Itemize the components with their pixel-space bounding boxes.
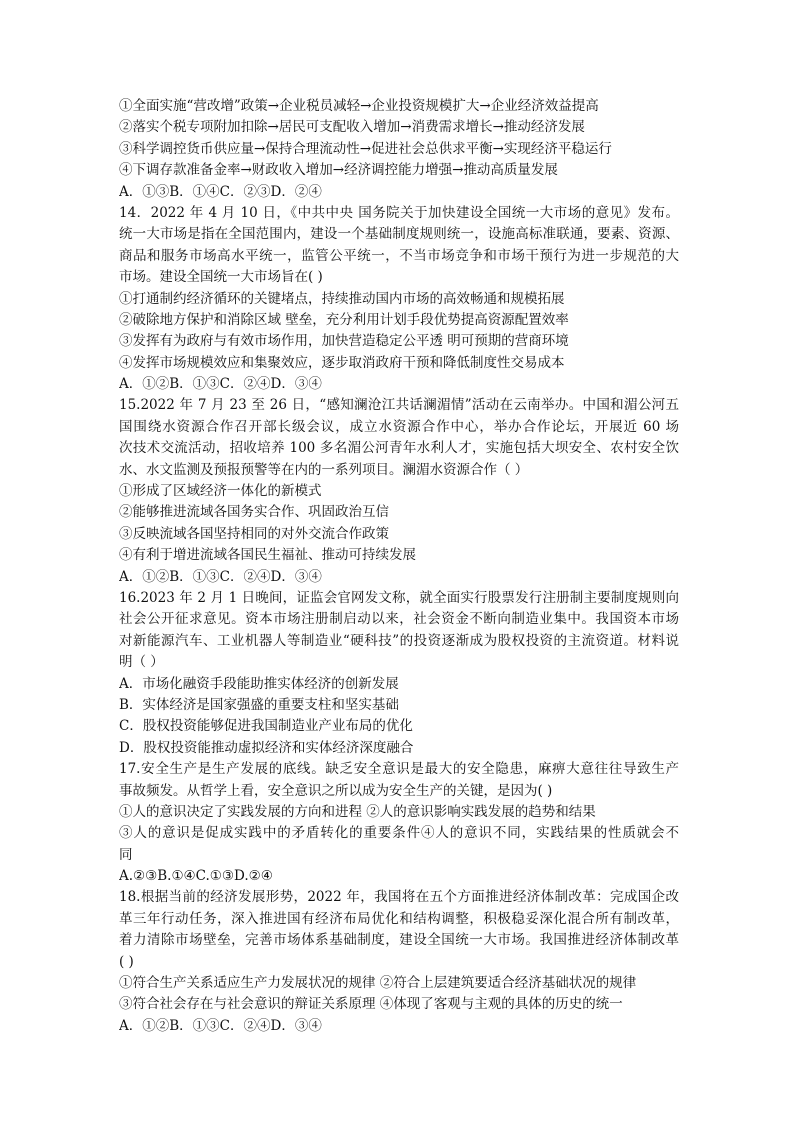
q17-item-2: ③人的意识是促成实践中的矛盾转化的重要条件④人的意识不同，实践结果的性质就会不 — [119, 825, 679, 842]
q16-stem-line-1: 16.2023 年 2 月 1 日晚间，证监会官网发文称，就全面实行股票发行注册制主要制度规则向 — [119, 589, 679, 606]
q16-choice-c: C．股权投资能够促进我国制造业产业布局的优化 — [119, 718, 413, 735]
q14-stem-line-1: 14．2022 年 4 月 10 日，《中共中央 国务院关于加快建设全国统一大市场的意见》发布。 — [119, 204, 679, 221]
q18-item-1: ①符合生产关系适应生产力发展状况的规律 ②符合上层建筑要适合经济基础状况的规律 — [119, 975, 637, 992]
q14-stem-line-3: 商品和服务市场高水平统一，监管公平统一，不当市场竞争和市场干预行为进一步规范的大 — [119, 247, 679, 264]
q17-options: A.②③B.①④C.①③D.②④ — [119, 868, 273, 885]
q16-stem-line-2: 社会公开征求意见。资本市场注册制启动以来，社会资金不断向制造业集中。我国资本市场 — [119, 611, 679, 628]
q18-stem-line-4: ( ) — [119, 953, 134, 970]
q18-item-2: ③符合社会存在与社会意识的辩证关系原理 ④体现了客观与主观的具体的历史的统一 — [119, 996, 623, 1013]
q14-item-1: ①打通制约经济循环的关键堵点，持续推动国内市场的高效畅通和规模拓展 — [119, 290, 565, 307]
q13-item-3: ③科学调控货币供应量→保持合理流动性→促进社会总供求平衡→实现经济平稳运行 — [119, 140, 612, 157]
q18-options: A．①②B．①③C．②④D．③④ — [119, 1017, 322, 1034]
q18-stem-line-1: 18.根据当前的经济发展形势，2022 年，我国将在五个方面推进经济体制改革：完成国企改 — [119, 889, 679, 906]
q15-item-3: ③反映流域各国坚持相同的对外交流合作政策 — [119, 525, 389, 542]
q17-item-2-cont: 同 — [119, 846, 133, 863]
q18-stem-line-3: 着力清除市场壁垒，完善市场体系基础制度，建设全国统一大市场。我国推进经济体制改革 — [119, 932, 679, 949]
q15-stem-line-1: 15.2022 年 7 月 23 至 26 日，“感知澜沧江共话澜湄情”活动在云南举办。中国和湄公河五 — [119, 397, 679, 414]
q13-item-2: ②落实个税专项附加扣除→居民可支配收入增加→消费需求增长→推动经济发展 — [119, 119, 585, 136]
q14-options: A．①②B．①③C．②④D．③④ — [119, 376, 322, 393]
q17-stem-line-1: 17.安全生产是生产发展的底线。缺乏安全意识是最大的安全隐患，麻痹大意往往导致生产 — [119, 761, 679, 778]
q13-item-4: ④下调存款准备金率→财政收入增加→经济调控能力增强→推动高质量发展 — [119, 162, 558, 179]
q16-choice-d: D．股权投资能推动虚拟经济和实体经济深度融合 — [119, 739, 414, 756]
q13-options: A．①③B．①④C．②③D．②④ — [119, 183, 322, 200]
q16-stem-line-4: 明（ ） — [119, 654, 164, 671]
q14-item-3: ③发挥有为政府与有效市场作用，加快营造稳定公平透 明可预期的营商环境 — [119, 333, 569, 350]
q17-item-1: ①人的意识决定了实践发展的方向和进程 ②人的意识影响实践发展的趋势和结果 — [119, 803, 596, 820]
q15-item-4: ④有利于增进流域各国民生福祉、推动可持续发展 — [119, 547, 416, 564]
q15-stem-line-2: 国围绕水资源合作召开部长级会议，成立水资源合作中心，举办合作论坛，开展近 60 场 — [119, 418, 679, 435]
q16-choice-b: B．实体经济是国家强盛的重要支柱和坚实基础 — [119, 696, 399, 713]
q14-stem-line-4: 市场。建设全国统一大市场旨在( ) — [119, 269, 323, 286]
q14-item-4: ④发挥市场规模效应和集聚效应，逐步取消政府干预和降低制度性交易成本 — [119, 354, 565, 371]
q14-stem-line-2: 统一大市场是指在全国范围内，建设一个基础制度规则统一，设施高标准联通，要素、资源、 — [119, 226, 679, 243]
q15-item-2: ②能够推进流域各国务实合作、巩固政治互信 — [119, 504, 389, 521]
q17-stem-line-2: 事故频发。从哲学上看，安全意识之所以成为安全生产的关键，是因为( ) — [119, 782, 553, 799]
exam-content — [119, 96, 679, 1037]
q15-options: A．①②B．①③C．②④D．③④ — [119, 568, 322, 585]
q16-choice-a: A．市场化融资手段能助推实体经济的创新发展 — [119, 675, 399, 692]
q14-item-2: ②破除地方保护和消除区域 壁垒，充分利用计划手段优势提高资源配置效率 — [119, 311, 569, 328]
q15-item-1: ①形成了区域经济一体化的新模式 — [119, 483, 322, 500]
q18-stem-line-2: 革三年行动任务，深入推进国有经济布局优化和结构调整，积极稳妥深化混合所有制改革， — [119, 910, 679, 927]
q13-item-1: ①全面实施“营改增”政策→企业税员减轻→企业投资规模扩大→企业经济效益提高 — [119, 98, 599, 114]
q16-stem-line-3: 对新能源汽车、工业机器人等制造业“硬科技”的投资逐渐成为股权投资的主流资道。材料说 — [119, 632, 679, 649]
q15-stem-line-4: 水、水文监测及预报预警等在内的一系列项目。澜湄水资源合作（ ） — [119, 461, 529, 478]
q15-stem-line-3: 次技术交流活动，招收培养 100 多名湄公河青年水利人才，实施包括大坝安全、农村安全饮 — [119, 440, 679, 457]
